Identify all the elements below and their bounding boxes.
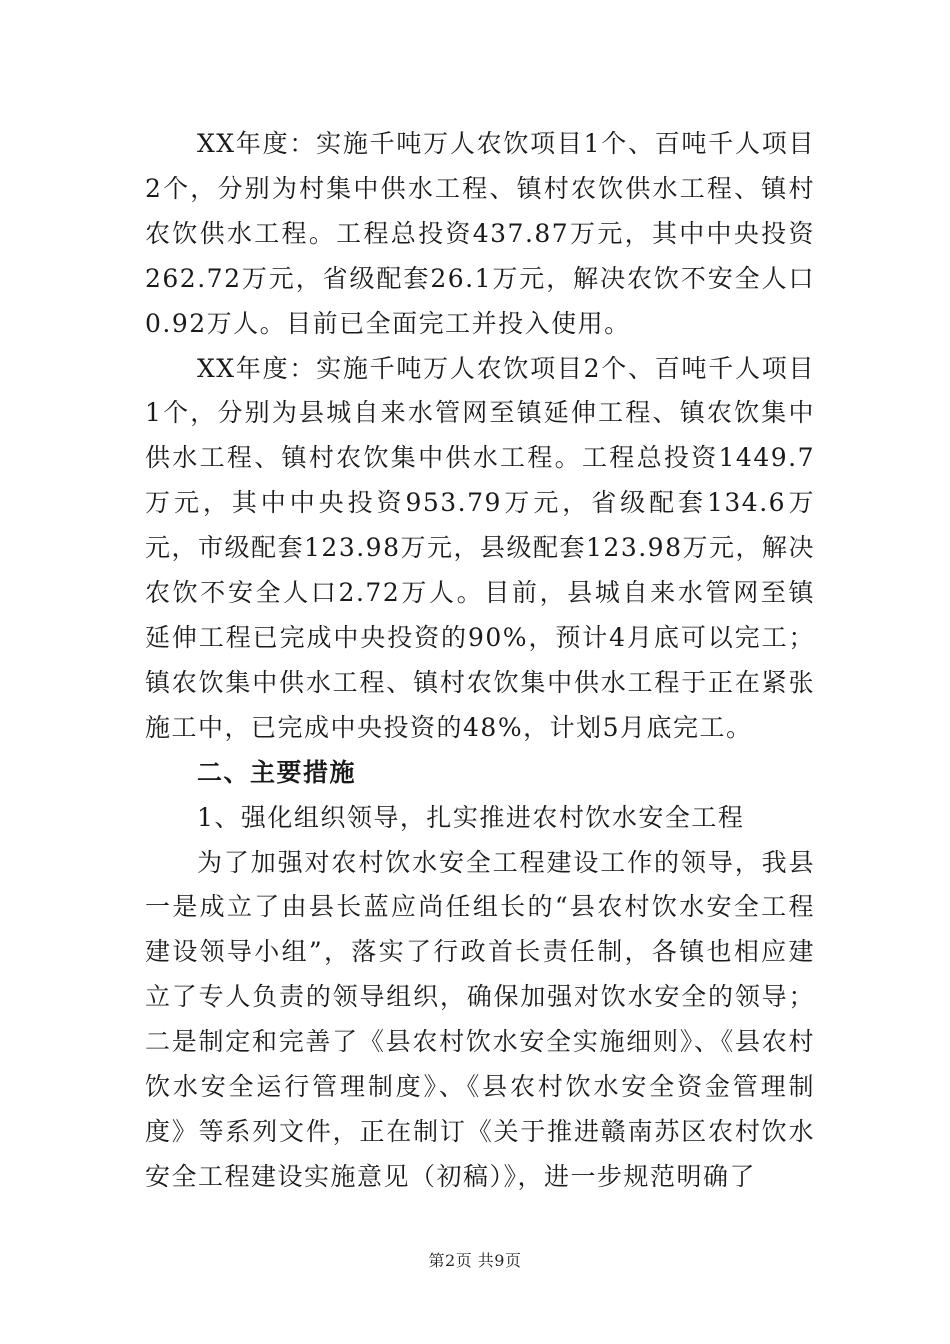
paragraph-year-1: XX年度：实施千吨万人农饮项目1个、百吨千人项目2个，分别为村集中供水工程、镇村农饮供水工程、镇村农饮供水工程。工程总投资437.87万元，其中中央投资262.72万元，省级配套26.1万元，解决农饮不安全人口0.92万人。目前已全面完工并投入使用。 bbox=[145, 129, 815, 338]
paragraph-measures: 为了加强对农村饮水安全工程建设工作的领导，我县一是成立了由县长蓝应尚任组长的“县农村饮水安全工程建设领导小组”，落实了行政首长责任制，各镇也相应建立了专人负责的领导组织，确保加强对饮水安全的领导；二是制定和完善了《县农村饮水安全实施细则》、《县农村饮水安全运行管理制度》、《县农村饮水安全资金管理制度》等系列文件，正在制订《关于推进赣南苏区农村饮水安全工程建设实施意见（初稿）》，进一步规范明确了 bbox=[145, 847, 815, 1191]
section-heading: 二、主要措施 bbox=[197, 757, 357, 787]
subheading: 1、强化组织领导，扎实推进农村饮水安全工程 bbox=[197, 802, 745, 832]
paragraph-year-2: XX年度：实施千吨万人农饮项目2个、百吨千人项目1个，分别为县城自来水管网至镇延伸工程、镇农饮集中供水工程、镇村农饮集中供水工程。工程总投资1449.7万元，其中中央投资953.79万元，省级配套134.6万元，市级配套123.98万元，县级配套123.98万元，解决农饮不安全人口2.72万人。目前，县城自来水管网至镇延伸工程已完成中央投资的90%，预计4月底可以完工；镇农饮集中供水工程、镇村农饮集中供水工程于正在紧张施工中，已完成中央投资的48%，计划5月底完工。 bbox=[145, 353, 815, 742]
document-body bbox=[145, 122, 815, 1200]
page-number-footer: 第2页 共9页 bbox=[428, 1251, 522, 1270]
